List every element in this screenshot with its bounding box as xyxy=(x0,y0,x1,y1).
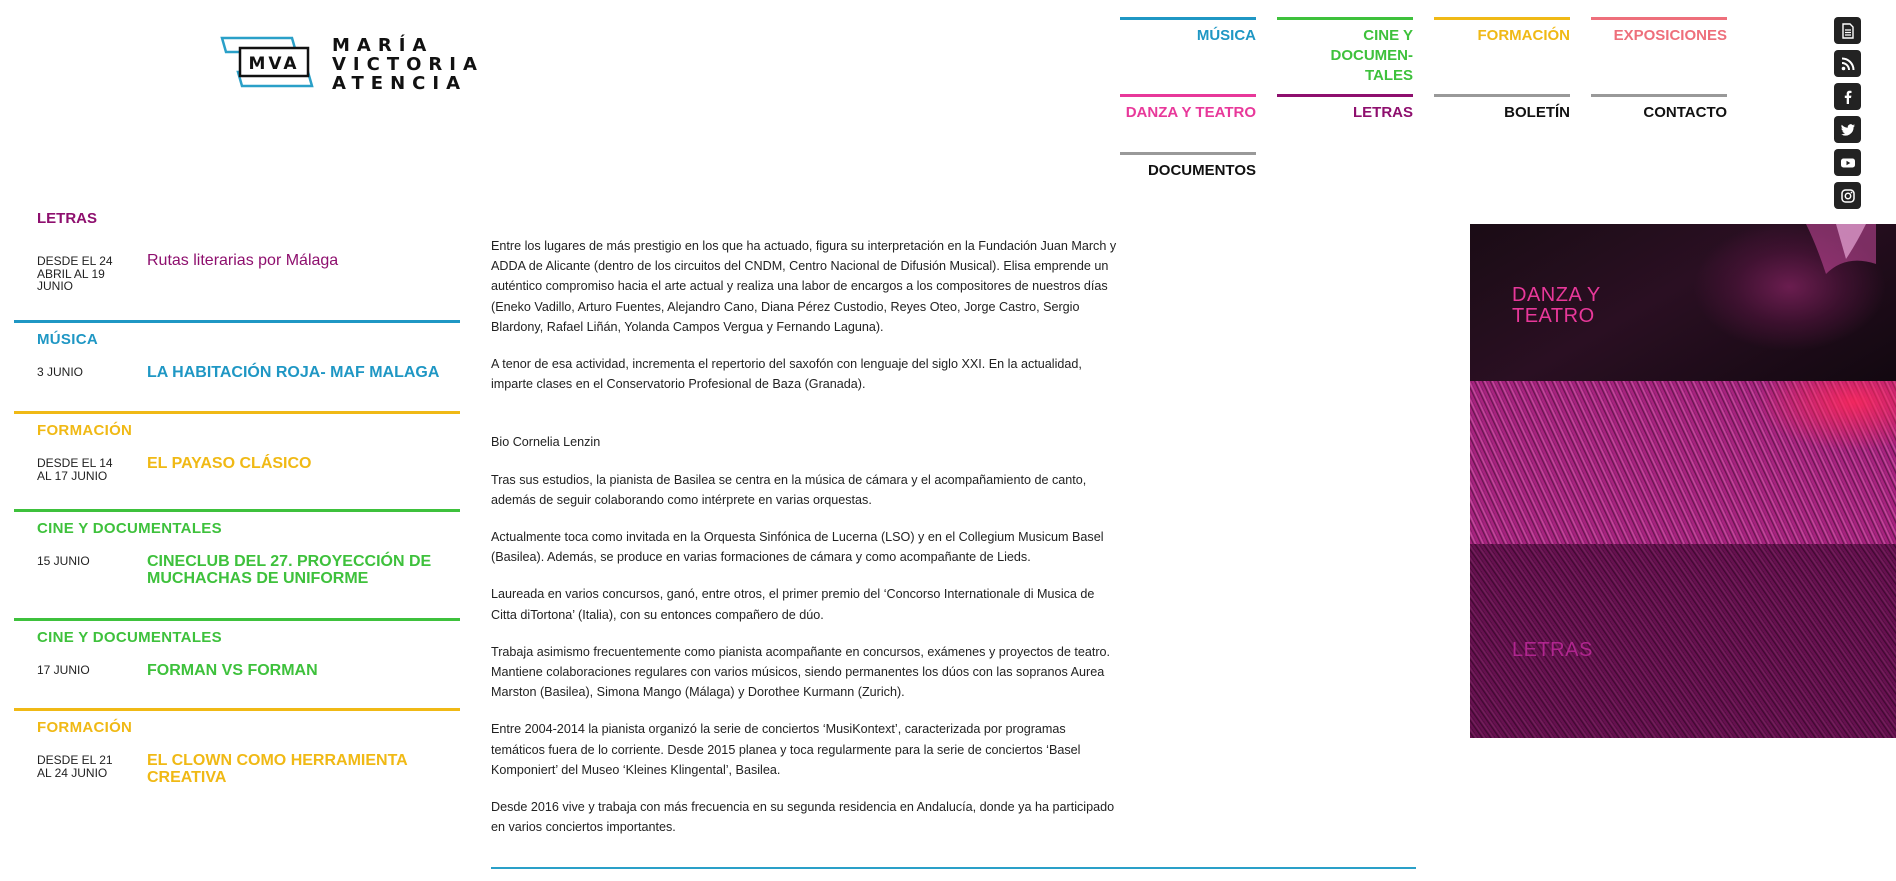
nav-label: DANZA Y TEATRO xyxy=(1125,104,1256,121)
twitter-icon[interactable] xyxy=(1834,116,1861,143)
nav-label: DOCUMENTOS xyxy=(1147,162,1256,179)
logo-line: VICTORIA xyxy=(332,54,484,75)
nav-cine-documentales[interactable] xyxy=(1277,17,1413,86)
event-item xyxy=(14,509,460,621)
event-date: DESDE EL 24 ABRIL AL 19 JUNIO xyxy=(37,254,113,293)
logo-line: MARÍA xyxy=(332,35,434,56)
nav-exposiciones[interactable] xyxy=(1591,17,1727,46)
tile-danza-teatro[interactable] xyxy=(1470,224,1896,381)
nav-letras[interactable] xyxy=(1277,94,1413,123)
event-item xyxy=(14,708,460,811)
nav-label: CONTACTO xyxy=(1643,104,1727,121)
tile-letras[interactable] xyxy=(1470,544,1896,738)
nav-label: EXPOSICIONES xyxy=(1613,27,1727,44)
nav-documentos[interactable] xyxy=(1120,152,1256,181)
nav-formacion[interactable] xyxy=(1434,17,1570,46)
tile-highlight xyxy=(1756,381,1896,451)
event-date: DESDE EL 14 AL 17 JUNIO xyxy=(37,456,113,483)
event-category: LETRAS xyxy=(37,210,97,223)
event-item xyxy=(14,618,460,711)
youtube-icon[interactable] xyxy=(1834,149,1861,176)
logo-mark xyxy=(220,30,330,90)
event-title[interactable]: CINECLUB DEL 27. PROYECCIÓN DE MUCHACHAS DE UNIFORME xyxy=(147,553,432,587)
nav-label: FORMACIÓN xyxy=(1477,27,1570,44)
event-item xyxy=(14,240,460,320)
nav-danza-teatro[interactable] xyxy=(1120,94,1256,123)
nav-label: TALES xyxy=(1364,67,1413,84)
instagram-icon[interactable] xyxy=(1834,182,1861,209)
facebook-icon[interactable] xyxy=(1834,83,1861,110)
article-subheading: Bio Cornelia Lenzin xyxy=(491,435,601,450)
event-date: 15 JUNIO xyxy=(37,554,90,568)
article-divider xyxy=(491,867,1416,869)
nav-label: LETRAS xyxy=(1353,104,1413,121)
logo-wordmark xyxy=(332,36,484,93)
event-item xyxy=(14,320,460,413)
article-paragraph: Trabaja asimismo frecuentemente como pianista acompañante en concursos, exámenes y proyectos de teatro. Mantiene colaboraciones regulares con varios músicos, siendo permanentes los dúos con las sopranos Aurea Marston (Basilea), Simona Mango (Málaga) y Dorothee Kurmann (Zurich). xyxy=(491,644,1111,700)
event-title[interactable]: FORMAN VS FORMAN xyxy=(147,662,318,679)
article-paragraph: Desde 2016 vive y trabaja con más frecuencia en su segunda residencia en Andalucía, donde ya ha participado en varios conciertos importantes. xyxy=(491,800,1115,835)
article-paragraph: Laureada en varios concursos, ganó, entre otros, el primer premio del ‘Concorso Internationale di Musica de Citta diTortona’ (Italia), con su entonces compañero de dúo. xyxy=(491,587,1095,622)
article-body xyxy=(491,236,1121,854)
nav-label: MÚSICA xyxy=(1196,27,1256,44)
tile-label xyxy=(1512,285,1601,327)
event-category: CINE Y DOCUMENTALES xyxy=(37,520,222,537)
nav-contacto[interactable] xyxy=(1591,94,1727,123)
event-date: 17 JUNIO xyxy=(37,663,90,677)
event-category: FORMACIÓN xyxy=(37,422,133,439)
tile-book-pages[interactable] xyxy=(1470,381,1896,544)
event-title[interactable]: EL CLOWN COMO HERRAMIENTA CREATIVA xyxy=(147,752,408,786)
fabric-drape-icon xyxy=(1766,224,1876,314)
event-date: 3 JUNIO xyxy=(37,365,84,379)
article-paragraph: Tras sus estudios, la pianista de Basilea se centra en la música de cámara y el acompañamiento de canto, además de seguir colaborando como intérprete en varias orquestas. xyxy=(491,472,1087,507)
tile-label: LETRAS xyxy=(1512,639,1593,661)
nav-musica[interactable] xyxy=(1120,17,1256,46)
tile-label-line: TEATRO xyxy=(1512,305,1595,327)
document-icon[interactable] xyxy=(1834,17,1861,44)
rss-icon[interactable] xyxy=(1834,50,1861,77)
event-category: CINE Y DOCUMENTALES xyxy=(37,629,222,646)
tile-label-line: DANZA Y xyxy=(1512,284,1601,306)
nav-label: CINE Y DOCUMEN- xyxy=(1330,27,1413,64)
site-logo[interactable] xyxy=(220,30,484,95)
event-category: FORMACIÓN xyxy=(37,719,133,736)
event-date: DESDE EL 21 AL 24 JUNIO xyxy=(37,753,113,780)
logo-mark-text: MVA xyxy=(248,54,300,74)
event-category: MÚSICA xyxy=(37,331,98,348)
logo-line: ATENCIA xyxy=(332,73,468,94)
article-paragraph: A tenor de esa actividad, incrementa el repertorio del saxofón con lenguaje del siglo XXI. En la actualidad, imparte clases en el Conservatorio Profesional de Baza (Granada). xyxy=(491,357,1082,392)
nav-boletin[interactable] xyxy=(1434,94,1570,123)
article-paragraph: Entre 2004-2014 la pianista organizó la serie de conciertos ‘MusiKontext’, caracterizada por programas temáticos fuera de lo corriente. Desde 2015 planea y toca regularmente para la serie de conciertos ‘Basel Komponiert’ del Museo ‘Kleines Klingental’, Basilea. xyxy=(491,722,1081,777)
event-title[interactable]: Rutas literarias por Málaga xyxy=(147,252,339,269)
article-paragraph: Entre los lugares de más prestigio en los que ha actuado, figura su interpretación en la Fundación Juan March y ADDA de Alicante (dentro de los circuitos del CNDM, Centro Nacional de Difusión Musical). Elisa emprende un auténtico compromiso hacia el arte actual y realiza una labor de encargos a los compositores de nuestros días (Eneko Vadillo, Arturo Fuentes, Alejandro Cano, Diana Pérez Custodio, Reyes Oteo, Jorge Castro, Sergio Blardony, Rafael Liñán, Yolanda Campos Vergua y Fernando Laguna). xyxy=(491,239,1117,334)
nav-label: BOLETÍN xyxy=(1504,104,1570,121)
event-item xyxy=(14,411,460,512)
event-title[interactable]: EL PAYASO CLÁSICO xyxy=(147,455,312,472)
article-paragraph: Actualmente toca como invitada en la Orquesta Sinfónica de Lucerna (LSO) y en el Collegium Musicum Basel (Basilea). Además, se produce en varias formaciones de cámara y como acompañante de Lieds. xyxy=(491,530,1104,565)
social-links xyxy=(1834,17,1862,215)
event-title[interactable]: LA HABITACIÓN ROJA- MAF MALAGA xyxy=(147,364,440,381)
